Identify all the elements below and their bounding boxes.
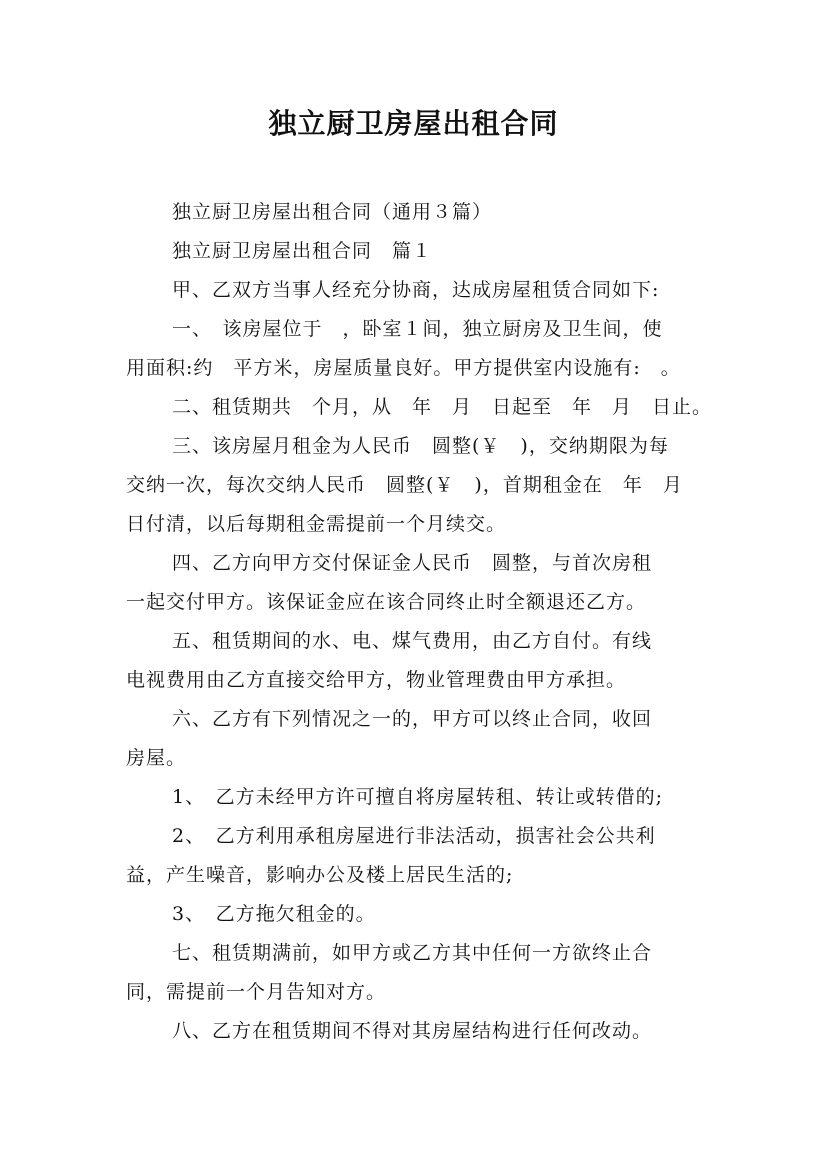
paragraph-line: 交纳一次，每次交纳人民币 圆整(￥ )，首期租金在 年 月 (126, 474, 683, 496)
paragraph-line: 1、 乙方未经甲方许可擅自将房屋转租、转让或转借的; (172, 786, 663, 808)
paragraph-line: 3、 乙方拖欠租金的。 (172, 903, 376, 925)
paragraph-line: 独立厨卫房屋出租合同（通用３篇） (172, 201, 493, 223)
paragraph-line: 用面积:约 平方米，房屋质量良好。甲方提供室内设施有: 。 (126, 357, 681, 379)
paragraph-line: 五、租赁期间的水、电、煤气费用，由乙方自付。有线 (172, 630, 653, 652)
paragraph-line: 一起交付甲方。该保证金应在该合同终止时全额退还乙方。 (126, 591, 647, 613)
paragraph-line: 电视费用由乙方直接交给甲方，物业管理费由甲方承担。 (126, 669, 627, 691)
paragraph-line: 三、该房屋月租金为人民币 圆整(￥ )，交纳期限为每 (172, 435, 669, 457)
paragraph-line: 六、乙方有下列情况之一的，甲方可以终止合同，收回 (172, 708, 653, 730)
paragraph-line: 2、 乙方利用承租房屋进行非法活动，损害社会公共利 (172, 825, 656, 847)
paragraph-line: 日付清，以后每期租金需提前一个月续交。 (126, 513, 507, 535)
paragraph-line: 二、租赁期共 个月，从 年 月 日起至 年 月 日止。 (172, 396, 713, 418)
document-title: 独立厨卫房屋出租合同 (268, 107, 559, 140)
paragraph-line: 甲、乙双方当事人经充分协商，达成房屋租赁合同如下: (172, 279, 660, 301)
paragraph-line: 独立厨卫房屋出租合同 篇１ (172, 240, 433, 262)
paragraph-line: 七、租赁期满前，如甲方或乙方其中任何一方欲终止合 (172, 942, 653, 964)
paragraph-line: 八、乙方在租赁期间不得对其房屋结构进行任何改动。 (172, 1020, 653, 1042)
paragraph-line: 房屋。 (126, 747, 187, 769)
paragraph-line: 一、 该房屋位于 ，卧室１间，独立厨房及卫生间，使 (172, 318, 663, 340)
paragraph-line: 同，需提前一个月告知对方。 (126, 981, 387, 1003)
paragraph-line: 四、乙方向甲方交付保证金人民币 圆整，与首次房租 (172, 552, 653, 574)
document-body (126, 193, 726, 1051)
paragraph-line: 益，产生噪音，影响办公及楼上居民生活的; (126, 864, 514, 886)
